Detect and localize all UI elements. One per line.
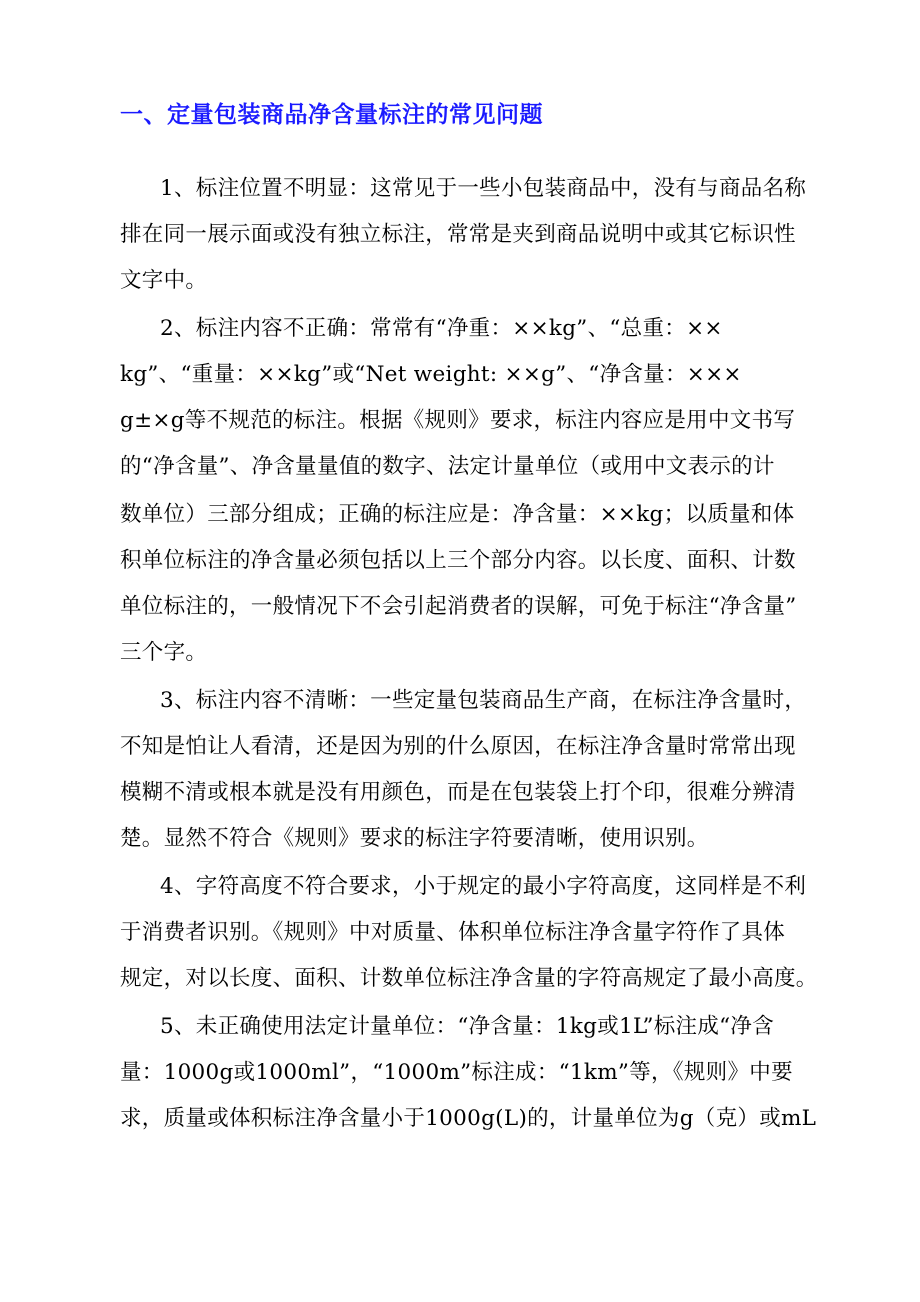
paragraph-2-line-5: 数单位）三部分组成；正确的标注应是：净含量：××kg；以质量和体 (120, 502, 795, 527)
paragraph-4-line-1: 4、字符高度不符合要求，小于规定的最小字符高度，这同样是不利 (160, 874, 807, 899)
paragraph-1-line-3: 文字中。 (120, 268, 208, 293)
paragraph-2-line-3: g±×g等不规范的标注。根据《规则》要求，标注内容应是用中文书写 (120, 408, 796, 433)
paragraph-5-line-1: 5、未正确使用法定计量单位：“净含量：1kg或1L”标注成“净含 (160, 1014, 775, 1039)
paragraph-2-line-1: 2、标注内容不正确：常常有“净重：××kg”、“总重：×× (160, 316, 723, 341)
paragraph-3-line-4: 楚。显然不符合《规则》要求的标注字符要清晰，使用识别。 (120, 826, 709, 851)
paragraph-2-line-4: 的“净含量”、净含量量值的数字、法定计量单位（或用中文表示的计 (120, 454, 775, 479)
section-heading: 一、定量包装商品净含量标注的常见问题 (120, 101, 543, 128)
paragraph-2-line-6: 积单位标注的净含量必须包括以上三个部分内容。以长度、面积、计数 (120, 548, 796, 573)
paragraph-1-line-2: 排在同一展示面或没有独立标注，常常是夹到商品说明中或其它标识性 (120, 222, 796, 247)
paragraph-4-line-3: 规定，对以长度、面积、计数单位标注净含量的字符高规定了最小高度。 (120, 966, 818, 991)
paragraph-3-line-1: 3、标注内容不清晰：一些定量包装商品生产商，在标注净含量时， (160, 688, 807, 713)
paragraph-5-line-3: 求，质量或体积标注净含量小于1000g(L)的，计量单位为g（克）或mL (120, 1106, 817, 1131)
paragraph-5-line-2: 量：1000g或1000ml”，“1000m”标注成：“1km”等，《规则》中要 (120, 1060, 793, 1085)
paragraph-3-line-3: 模糊不清或根本就是没有用颜色，而是在包装袋上打个印，很难分辨清 (120, 780, 796, 805)
paragraph-3-line-2: 不知是怕让人看清，还是因为别的什么原因，在标注净含量时常常出现 (120, 734, 796, 759)
paragraph-2-line-7: 单位标注的，一般情况下不会引起消费者的误解，可免于标注“净含量” (120, 594, 797, 619)
paragraph-2-line-2: kg”、“重量：××kg”或“Net weight: ××g”、“净含量：××× (120, 362, 742, 387)
paragraph-2-line-8: 三个字。 (120, 640, 208, 665)
paragraph-4-line-2: 于消费者识别。《规则》中对质量、体积单位标注净含量字符作了具体 (120, 920, 786, 945)
paragraph-1-line-1: 1、标注位置不明显：这常见于一些小包装商品中，没有与商品名称 (160, 176, 807, 201)
